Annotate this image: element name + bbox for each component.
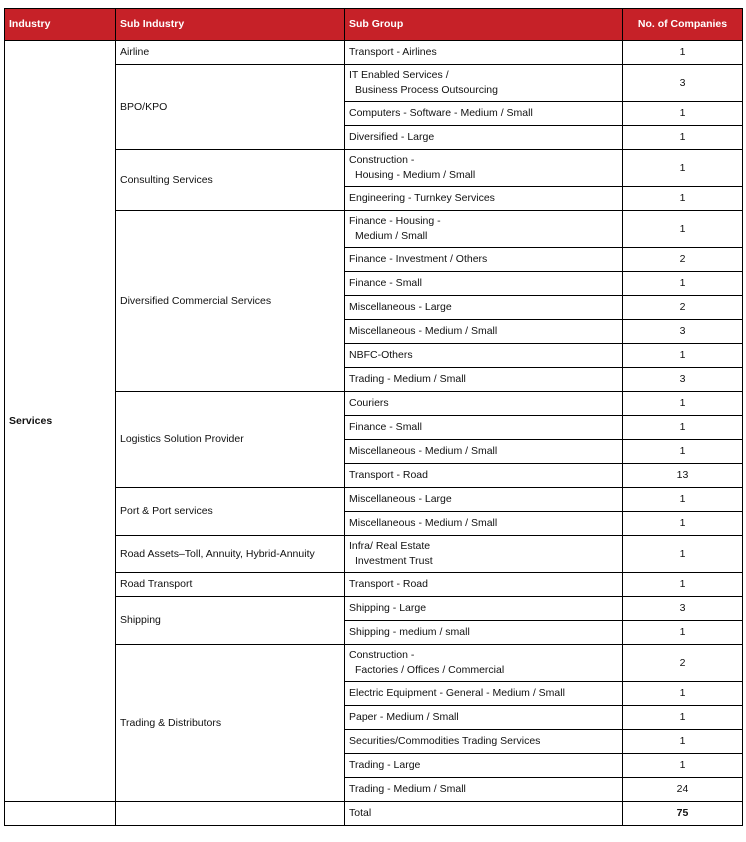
- company-count-cell: 1: [623, 573, 743, 597]
- sub-group-cell: [345, 344, 623, 368]
- company-count-cell: 3: [623, 65, 743, 102]
- sub-group-line: Computers - Software - Medium / Small: [349, 107, 533, 119]
- company-count-cell: 13: [623, 464, 743, 488]
- industry-breakdown-table: [4, 8, 743, 826]
- industry-cell: Services: [5, 41, 116, 802]
- company-count-cell: 2: [623, 248, 743, 272]
- sub-group-cell: [345, 597, 623, 621]
- company-count-cell: 1: [623, 621, 743, 645]
- company-count-cell: 1: [623, 512, 743, 536]
- sub-group-line: IT Enabled Services /: [349, 69, 449, 81]
- sub-group-cell: [345, 187, 623, 211]
- sub-group-cell: [345, 248, 623, 272]
- sub-group-cell: [345, 272, 623, 296]
- sub-industry-cell: Road Assets–Toll, Annuity, Hybrid-Annuity: [116, 536, 345, 573]
- table-row: [5, 65, 743, 102]
- company-count-cell: 1: [623, 730, 743, 754]
- table-row: [5, 392, 743, 416]
- company-count-cell: 1: [623, 416, 743, 440]
- header-row: [5, 9, 743, 41]
- sub-group-cell: [345, 621, 623, 645]
- sub-group-line: Shipping - Large: [349, 602, 427, 614]
- sub-group-cell: [345, 536, 623, 573]
- sub-group-line: Paper - Medium / Small: [349, 711, 459, 723]
- table-row: [5, 645, 743, 682]
- company-count-cell: 1: [623, 41, 743, 65]
- sub-group-cell: [345, 645, 623, 682]
- sub-group-cell: [345, 368, 623, 392]
- sub-group-line: Transport - Airlines: [349, 46, 437, 58]
- company-count-cell: 1: [623, 706, 743, 730]
- sub-group-line: Construction -: [349, 154, 415, 166]
- table-row: [5, 573, 743, 597]
- sub-group-cell: [345, 41, 623, 65]
- sub-group-cell: [345, 392, 623, 416]
- sub-group-line: Miscellaneous - Large: [349, 493, 452, 505]
- header-sub-industry: Sub Industry: [116, 9, 345, 41]
- company-count-cell: 1: [623, 392, 743, 416]
- company-count-cell: 1: [623, 682, 743, 706]
- total-row: [5, 802, 743, 826]
- sub-industry-cell: Diversified Commercial Services: [116, 211, 345, 392]
- sub-group-cell: [345, 488, 623, 512]
- sub-group-line: Diversified - Large: [349, 131, 435, 143]
- table-row: [5, 488, 743, 512]
- sub-group-line: Housing - Medium / Small: [355, 169, 476, 181]
- company-count-cell: 1: [623, 440, 743, 464]
- company-count-cell: 1: [623, 150, 743, 187]
- total-empty-cell: [116, 802, 345, 826]
- company-count-cell: 1: [623, 211, 743, 248]
- sub-group-cell: [345, 102, 623, 126]
- sub-industry-cell: Port & Port services: [116, 488, 345, 536]
- table-row: [5, 150, 743, 187]
- header-company-count: No. of Companies: [623, 9, 743, 41]
- company-count-cell: 3: [623, 597, 743, 621]
- sub-group-cell: [345, 778, 623, 802]
- sub-industry-cell: BPO/KPO: [116, 65, 345, 150]
- sub-group-line: Construction -: [349, 649, 415, 661]
- company-count-cell: 1: [623, 187, 743, 211]
- sub-group-line: Trading - Large: [349, 759, 421, 771]
- sub-group-cell: [345, 754, 623, 778]
- header-industry: Industry: [5, 9, 116, 41]
- sub-industry-cell: Road Transport: [116, 573, 345, 597]
- sub-group-line: Securities/Commodities Trading Services: [349, 735, 541, 747]
- company-count-cell: 1: [623, 536, 743, 573]
- sub-industry-cell: Airline: [116, 41, 345, 65]
- table-row: [5, 597, 743, 621]
- total-count: 75: [623, 802, 743, 826]
- sub-group-cell: [345, 440, 623, 464]
- sub-group-line: Trading - Medium / Small: [349, 783, 466, 795]
- company-count-cell: 24: [623, 778, 743, 802]
- sub-group-line: Miscellaneous - Medium / Small: [349, 517, 498, 529]
- company-count-cell: 3: [623, 320, 743, 344]
- sub-group-line: Investment Trust: [355, 555, 433, 567]
- sub-group-cell: [345, 211, 623, 248]
- company-count-cell: 1: [623, 754, 743, 778]
- sub-group-cell: [345, 320, 623, 344]
- sub-group-line: Infra/ Real Estate: [349, 540, 431, 552]
- sub-group-cell: [345, 65, 623, 102]
- sub-group-cell: [345, 150, 623, 187]
- sub-industry-cell: Shipping: [116, 597, 345, 645]
- sub-group-line: Engineering - Turnkey Services: [349, 192, 495, 204]
- sub-group-cell: [345, 126, 623, 150]
- sub-group-cell: [345, 730, 623, 754]
- company-count-cell: 1: [623, 344, 743, 368]
- sub-group-cell: [345, 464, 623, 488]
- sub-group-line: Factories / Offices / Commercial: [355, 664, 505, 676]
- company-count-cell: 3: [623, 368, 743, 392]
- sub-group-line: Miscellaneous - Large: [349, 301, 452, 313]
- header-sub-group: Sub Group: [345, 9, 623, 41]
- sub-group-line: Transport - Road: [349, 578, 428, 590]
- sub-group-line: Finance - Housing -: [349, 215, 441, 227]
- sub-industry-cell: Trading & Distributors: [116, 645, 345, 802]
- sub-group-line: Miscellaneous - Medium / Small: [349, 325, 498, 337]
- sub-group-line: Business Process Outsourcing: [355, 84, 498, 96]
- sub-group-line: Medium / Small: [355, 230, 428, 242]
- sub-industry-cell: Logistics Solution Provider: [116, 392, 345, 488]
- company-count-cell: 1: [623, 126, 743, 150]
- sub-group-line: Transport - Road: [349, 469, 428, 481]
- sub-group-line: Finance - Small: [349, 421, 422, 433]
- table-row: [5, 211, 743, 248]
- company-count-cell: 1: [623, 488, 743, 512]
- company-count-cell: 2: [623, 645, 743, 682]
- table-row: [5, 536, 743, 573]
- company-count-cell: 1: [623, 102, 743, 126]
- sub-group-line: Electric Equipment - General - Medium / Small: [349, 687, 565, 699]
- sub-group-line: Finance - Investment / Others: [349, 253, 488, 265]
- sub-group-line: Finance - Small: [349, 277, 422, 289]
- sub-group-line: Miscellaneous - Medium / Small: [349, 445, 498, 457]
- table-row: [5, 41, 743, 65]
- sub-group-line: NBFC-Others: [349, 349, 413, 361]
- company-count-cell: 2: [623, 296, 743, 320]
- total-label: Total: [345, 802, 623, 826]
- total-empty-cell: [5, 802, 116, 826]
- sub-group-cell: [345, 682, 623, 706]
- company-count-cell: 1: [623, 272, 743, 296]
- sub-industry-cell: Consulting Services: [116, 150, 345, 211]
- table-body: [5, 41, 743, 826]
- sub-group-line: Trading - Medium / Small: [349, 373, 466, 385]
- sub-group-cell: [345, 416, 623, 440]
- sub-group-cell: [345, 706, 623, 730]
- sub-group-cell: [345, 296, 623, 320]
- sub-group-line: Couriers: [349, 397, 389, 409]
- sub-group-cell: [345, 512, 623, 536]
- sub-group-cell: [345, 573, 623, 597]
- sub-group-line: Shipping - medium / small: [349, 626, 470, 638]
